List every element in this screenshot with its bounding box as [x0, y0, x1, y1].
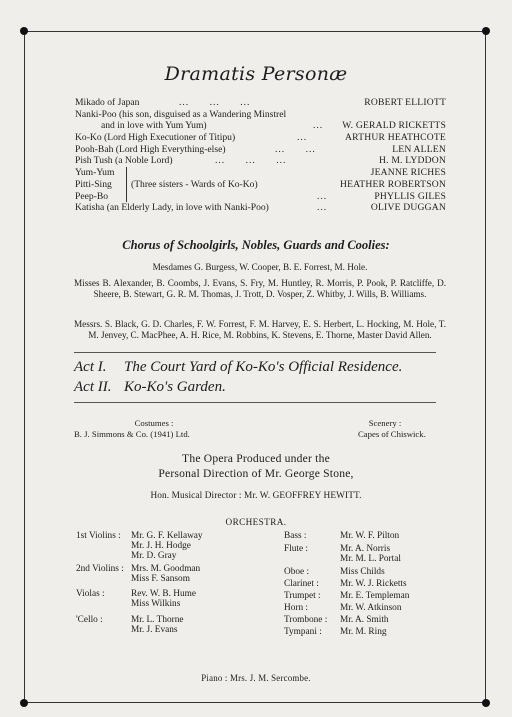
cast-role: Nanki-Poo (his son, disguised as a Wandering Minstrel and in love with Yum Yum) — [75, 108, 287, 132]
cast-role: Ko-Ko (Lord High Executioner of Titipu) — [75, 132, 236, 144]
corner-dot-top-right — [482, 27, 490, 35]
corner-dot-top-left — [20, 27, 28, 35]
chorus-heading: Chorus of Schoolgirls, Nobles, Guards and Coolies: — [122, 238, 390, 252]
cast-list — [75, 97, 446, 214]
cast-actor: ROBERT ELLIOTT — [364, 97, 446, 108]
chorus-messrs: Messrs. S. Black, G. D. Charles, F. W. Forrest, F. M. Harvey, E. S. Herbert, L. Hocking, M. Hole, T. M. Jenvey, C. MacPhee, A. H. Rice, M. Robbins, K. Stevens, E. Thorne, Master David Allen. — [74, 319, 446, 340]
cast-row — [75, 132, 446, 144]
orch-player: Mr. W. J. Ricketts — [340, 579, 407, 589]
orch-player: Mrs. M. Goodman — [131, 564, 201, 574]
orch-player: Mr. J. Evans — [131, 625, 178, 636]
orch-section: Tympani : — [284, 627, 322, 637]
cast-role: Pooh-Bah (Lord High Everything-else) — [75, 143, 226, 155]
orch-player: Mr. D. Gray — [131, 551, 177, 562]
cast-actor: H. M. LYDDON — [379, 155, 446, 167]
divider-bottom — [74, 402, 436, 403]
act-row — [74, 357, 454, 377]
cast-role: Peep-Bo — [75, 190, 109, 202]
orch-player: Mr. M. Ring — [340, 627, 387, 637]
orch-section: 1st Violins : — [76, 531, 121, 541]
cast-role: Yum-Yum — [75, 167, 115, 179]
sisters-note: (Three sisters - Wards of Ko-Ko) — [131, 178, 258, 190]
cast-role: Pitti-Sing — [75, 178, 112, 190]
costumes-credit: B. J. Simmons & Co. (1941) Ltd. — [74, 429, 190, 439]
orch-player: Mr. W. F. Pilton — [340, 531, 400, 541]
cast-role: Pish Tush (a Noble Lord) — [75, 155, 173, 167]
dot-leader: ... ... ... — [179, 97, 251, 108]
orch-section: Violas : — [76, 589, 105, 599]
orch-player: Mr. W. Atkinson — [340, 603, 402, 613]
corner-dot-bottom-left — [20, 699, 28, 707]
cast-actor: W. GERALD RICKETTS — [342, 120, 446, 132]
scenery-credit: Capes of Chiswick. — [358, 429, 426, 439]
cast-row — [75, 202, 446, 214]
production-credit: The Opera Produced under the Personal Direction of Mr. George Stone, — [158, 452, 354, 480]
orch-player: Mr. J. H. Hodge — [131, 541, 191, 552]
cast-row — [75, 109, 446, 132]
scenery-label: Scenery : — [368, 418, 402, 428]
dot-leader: ... — [297, 132, 308, 144]
dot-leader: ... — [317, 202, 328, 214]
orch-section: Oboe : — [284, 567, 310, 577]
orch-player: Miss Childs — [340, 567, 385, 577]
cast-row — [75, 155, 446, 167]
act-number: Act I. — [74, 359, 107, 375]
orchestra-right — [284, 531, 454, 651]
musical-director: Hon. Musical Director : Mr. W. GEOFFREY HEWITT. — [150, 491, 362, 501]
cast-actor: HEATHER ROBERTSON — [340, 178, 446, 190]
orch-player: Mr. A. Norris — [340, 544, 391, 554]
orch-player: Miss Wilkins — [131, 599, 181, 610]
chorus-misses: Misses B. Alexander, B. Coombs, J. Evans, S. Fry, M. Huntley, R. Morris, P. Pook, P. Ratcliffe, D. Sheere, B. Stewart, G. R. M. Thomas, J. Trott, D. Vosper, Z. Whitby, J. Wills, B. Williams. — [74, 278, 446, 299]
orch-player: Mr. G. F. Kellaway — [131, 531, 203, 541]
cast-row — [75, 191, 446, 203]
act-number: Act II. — [74, 379, 112, 395]
page-title: Dramatis Personæ — [164, 63, 348, 85]
orch-section: Flute : — [284, 544, 309, 554]
cast-actor: ARTHUR HEATHCOTE — [345, 132, 446, 144]
orch-player: Mr. E. Templeman — [340, 591, 410, 601]
cast-actor: JEANNE RICHES — [370, 167, 446, 179]
cast-row — [75, 144, 446, 156]
orch-section: Bass : — [284, 531, 307, 541]
corner-dot-bottom-right — [482, 699, 490, 707]
orchestra-heading: ORCHESTRA. — [225, 517, 287, 527]
cast-row — [75, 167, 446, 179]
cast-actor: OLIVE DUGGAN — [370, 202, 446, 214]
cast-actor: PHYLLIS GILES — [374, 190, 446, 202]
dot-leader: ... — [313, 120, 324, 132]
cast-role: Mikado of Japan — [75, 97, 140, 108]
chorus-mesdames: Mesdames G. Burgess, W. Cooper, B. E. Forrest, M. Hole. — [152, 262, 368, 272]
cast-row — [75, 97, 446, 109]
acts-list — [74, 357, 454, 397]
orch-player: Miss F. Sansom — [131, 574, 190, 585]
piano-credit: Piano : Mrs. J. M. Sercombe. — [201, 673, 311, 683]
orch-player: Mr. A. Smith — [340, 615, 389, 625]
cast-role: Katisha (an Elderly Lady, in love with Nanki-Poo) — [75, 202, 269, 214]
act-row — [74, 377, 454, 397]
orch-player: Mr. M. L. Portal — [340, 554, 401, 565]
costumes-label: Costumes : — [134, 418, 174, 428]
orch-section: Trumpet : — [284, 591, 321, 601]
cast-actor: LEN ALLEN — [392, 143, 446, 155]
orch-section: Trombone : — [284, 615, 328, 625]
orch-section: Horn : — [284, 603, 309, 613]
orch-player: Rev. W. B. Hume — [131, 589, 196, 599]
cast-row — [75, 179, 446, 191]
orch-section: 'Cello : — [76, 615, 103, 625]
dot-leader: ... ... ... — [215, 155, 287, 167]
divider-top — [74, 352, 436, 353]
act-setting: Ko-Ko's Garden. — [124, 379, 226, 395]
orchestra-left — [76, 531, 246, 651]
dot-leader: ... — [317, 190, 328, 202]
orch-section: 2nd Violins : — [76, 564, 124, 574]
dot-leader: ... ... — [275, 143, 316, 155]
orch-section: Clarinet : — [284, 579, 319, 589]
orch-player: Mr. L. Thorne — [131, 615, 184, 625]
act-setting: The Court Yard of Ko-Ko's Official Residence. — [124, 359, 403, 375]
